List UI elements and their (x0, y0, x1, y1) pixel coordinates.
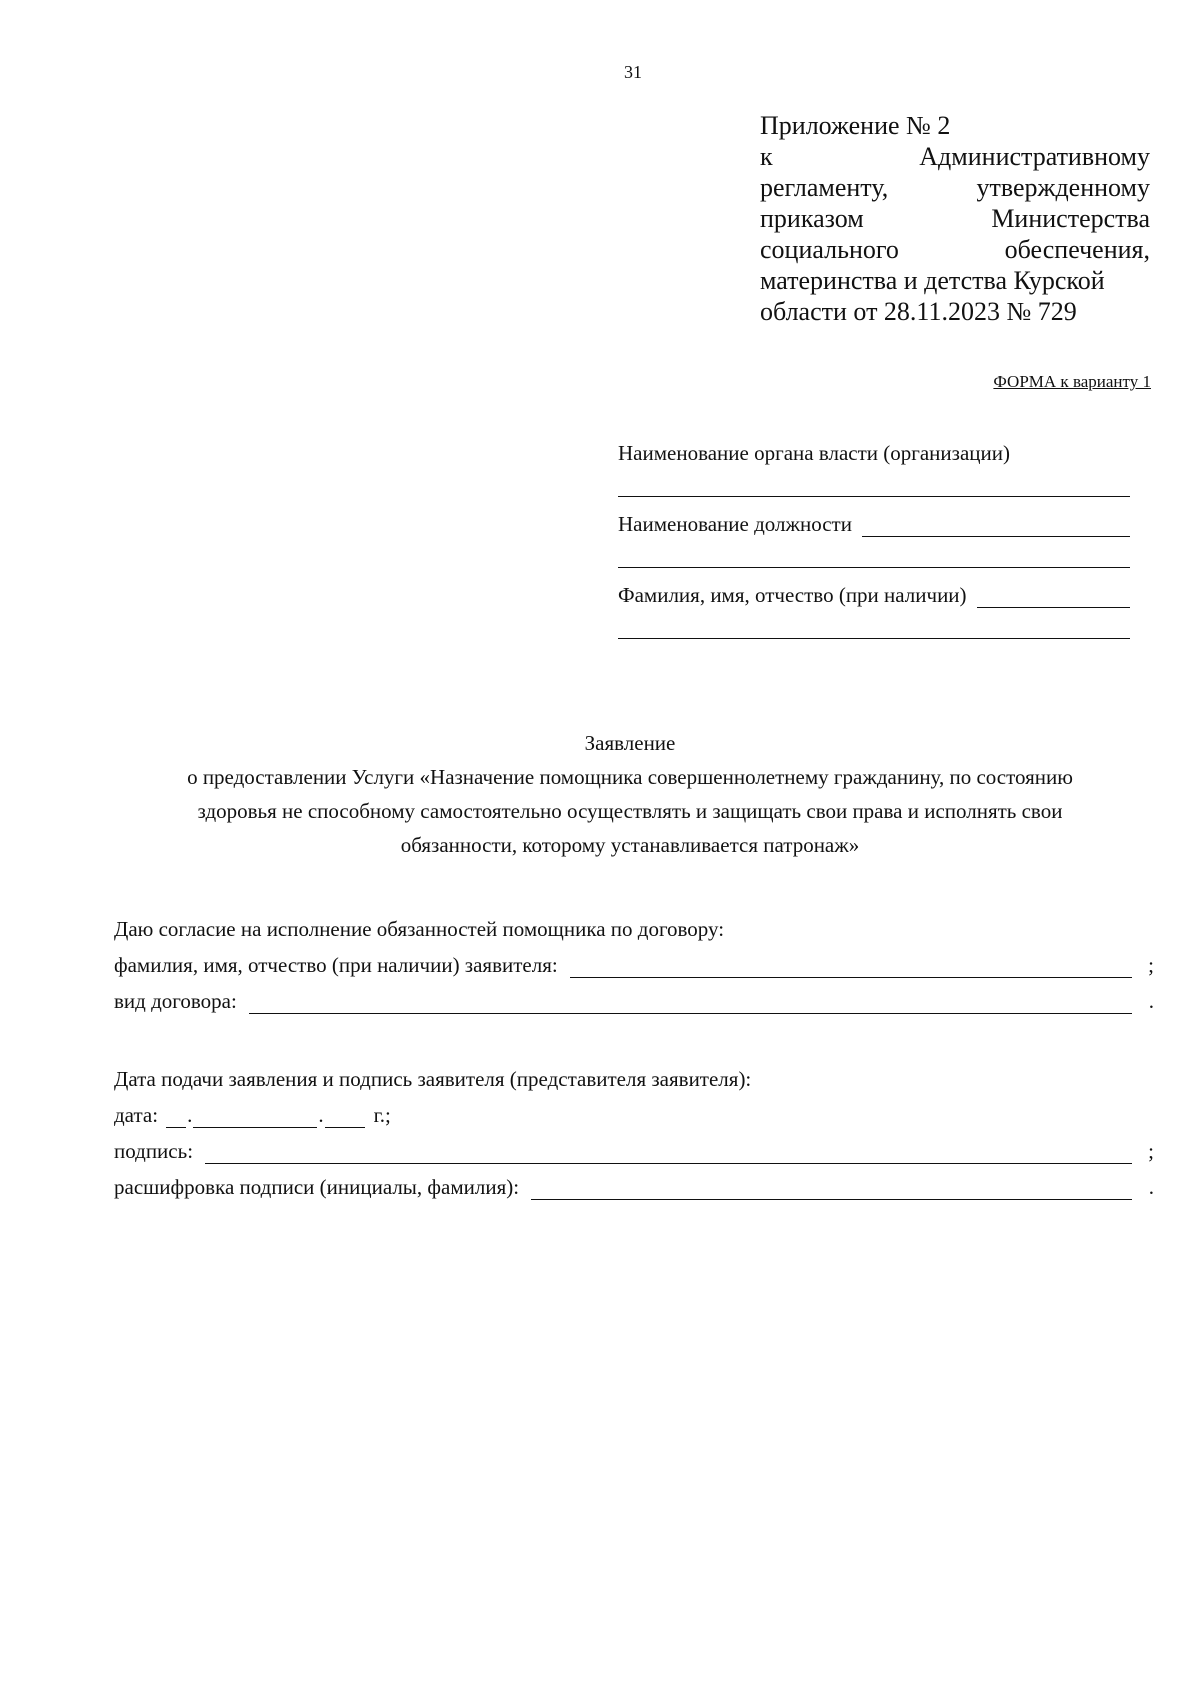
sign-field[interactable] (205, 1141, 1132, 1164)
recipient-block (618, 432, 1130, 639)
position-row (618, 503, 1130, 537)
org-label: Наименование органа власти (организации) (618, 441, 1010, 465)
date-label: дата: (114, 1103, 159, 1127)
appendix-block (760, 110, 1150, 327)
appendix-word: Административному (919, 142, 1150, 171)
name-row (618, 574, 1130, 608)
date-day-field[interactable] (166, 1107, 186, 1128)
sign-end: ; (1148, 1139, 1154, 1163)
statement-text-line: о предоставлении Услуги «Назначение помощника совершеннолетнему гражданину, по состоянию (187, 765, 1073, 789)
date-month-field[interactable] (193, 1107, 317, 1128)
statement-text-line: здоровья не способному самостоятельно осуществлять и защищать свои права и исполнять свои (197, 799, 1063, 823)
applicant-row (114, 942, 1154, 978)
applicant-end: ; (1148, 953, 1154, 977)
date-suffix: г.; (373, 1103, 391, 1127)
appendix-line: материнства и детства Курской (760, 266, 1105, 295)
name-field-continued[interactable] (618, 608, 1130, 639)
date-row (114, 1092, 1154, 1128)
position-label: Наименование должности (618, 512, 852, 536)
appendix-word: регламенту, (760, 173, 889, 202)
sign-row (114, 1128, 1154, 1164)
date-year-field[interactable] (325, 1107, 365, 1128)
appendix-line (760, 172, 1150, 203)
contract-row (114, 978, 1154, 1014)
contract-label: вид договора: (114, 989, 237, 1013)
date-separator: . (187, 1103, 193, 1127)
appendix-word: обеспечения, (1004, 235, 1150, 264)
signature-intro-row (114, 1056, 1154, 1092)
consent-block (114, 906, 1154, 1014)
statement-block (110, 726, 1150, 862)
statement-heading: Заявление (584, 731, 676, 755)
appendix-word: к (760, 142, 773, 171)
appendix-word: утвержденному (976, 173, 1150, 202)
decode-row (114, 1164, 1154, 1200)
appendix-word: социального (760, 235, 899, 264)
org-field[interactable] (618, 466, 1130, 497)
appendix-line (760, 234, 1150, 265)
decode-label: расшифровка подписи (инициалы, фамилия): (114, 1175, 520, 1199)
position-field[interactable] (862, 514, 1130, 537)
form-variant-label: ФОРМА к варианту 1 (993, 372, 1151, 391)
applicant-label: фамилия, имя, отчество (при наличии) заявителя: (114, 953, 558, 977)
sign-label: подпись: (114, 1139, 194, 1163)
appendix-word: Министерства (991, 204, 1150, 233)
appendix-title: Приложение № 2 (760, 111, 951, 140)
applicant-field[interactable] (570, 955, 1132, 978)
signature-intro: Дата подачи заявления и подпись заявителя (представителя заявителя): (114, 1067, 752, 1091)
appendix-line (760, 141, 1150, 172)
statement-text-line: обязанности, которому устанавливается патронаж» (400, 833, 860, 857)
signature-block (114, 1056, 1154, 1200)
name-label: Фамилия, имя, отчество (при наличии) (618, 583, 967, 607)
decode-end: . (1148, 1175, 1154, 1199)
name-field[interactable] (977, 585, 1130, 608)
org-row (618, 432, 1130, 466)
consent-intro: Даю согласие на исполнение обязанностей помощника по договору: (114, 917, 725, 941)
position-field-continued[interactable] (618, 537, 1130, 568)
contract-field[interactable] (249, 991, 1132, 1014)
contract-end: . (1148, 989, 1154, 1013)
appendix-line (760, 203, 1150, 234)
consent-intro-row (114, 906, 1154, 942)
appendix-word: приказом (760, 204, 864, 233)
decode-field[interactable] (531, 1177, 1132, 1200)
appendix-line: области от 28.11.2023 № 729 (760, 297, 1077, 326)
page-number: 31 (624, 62, 642, 82)
date-separator: . (318, 1103, 324, 1127)
